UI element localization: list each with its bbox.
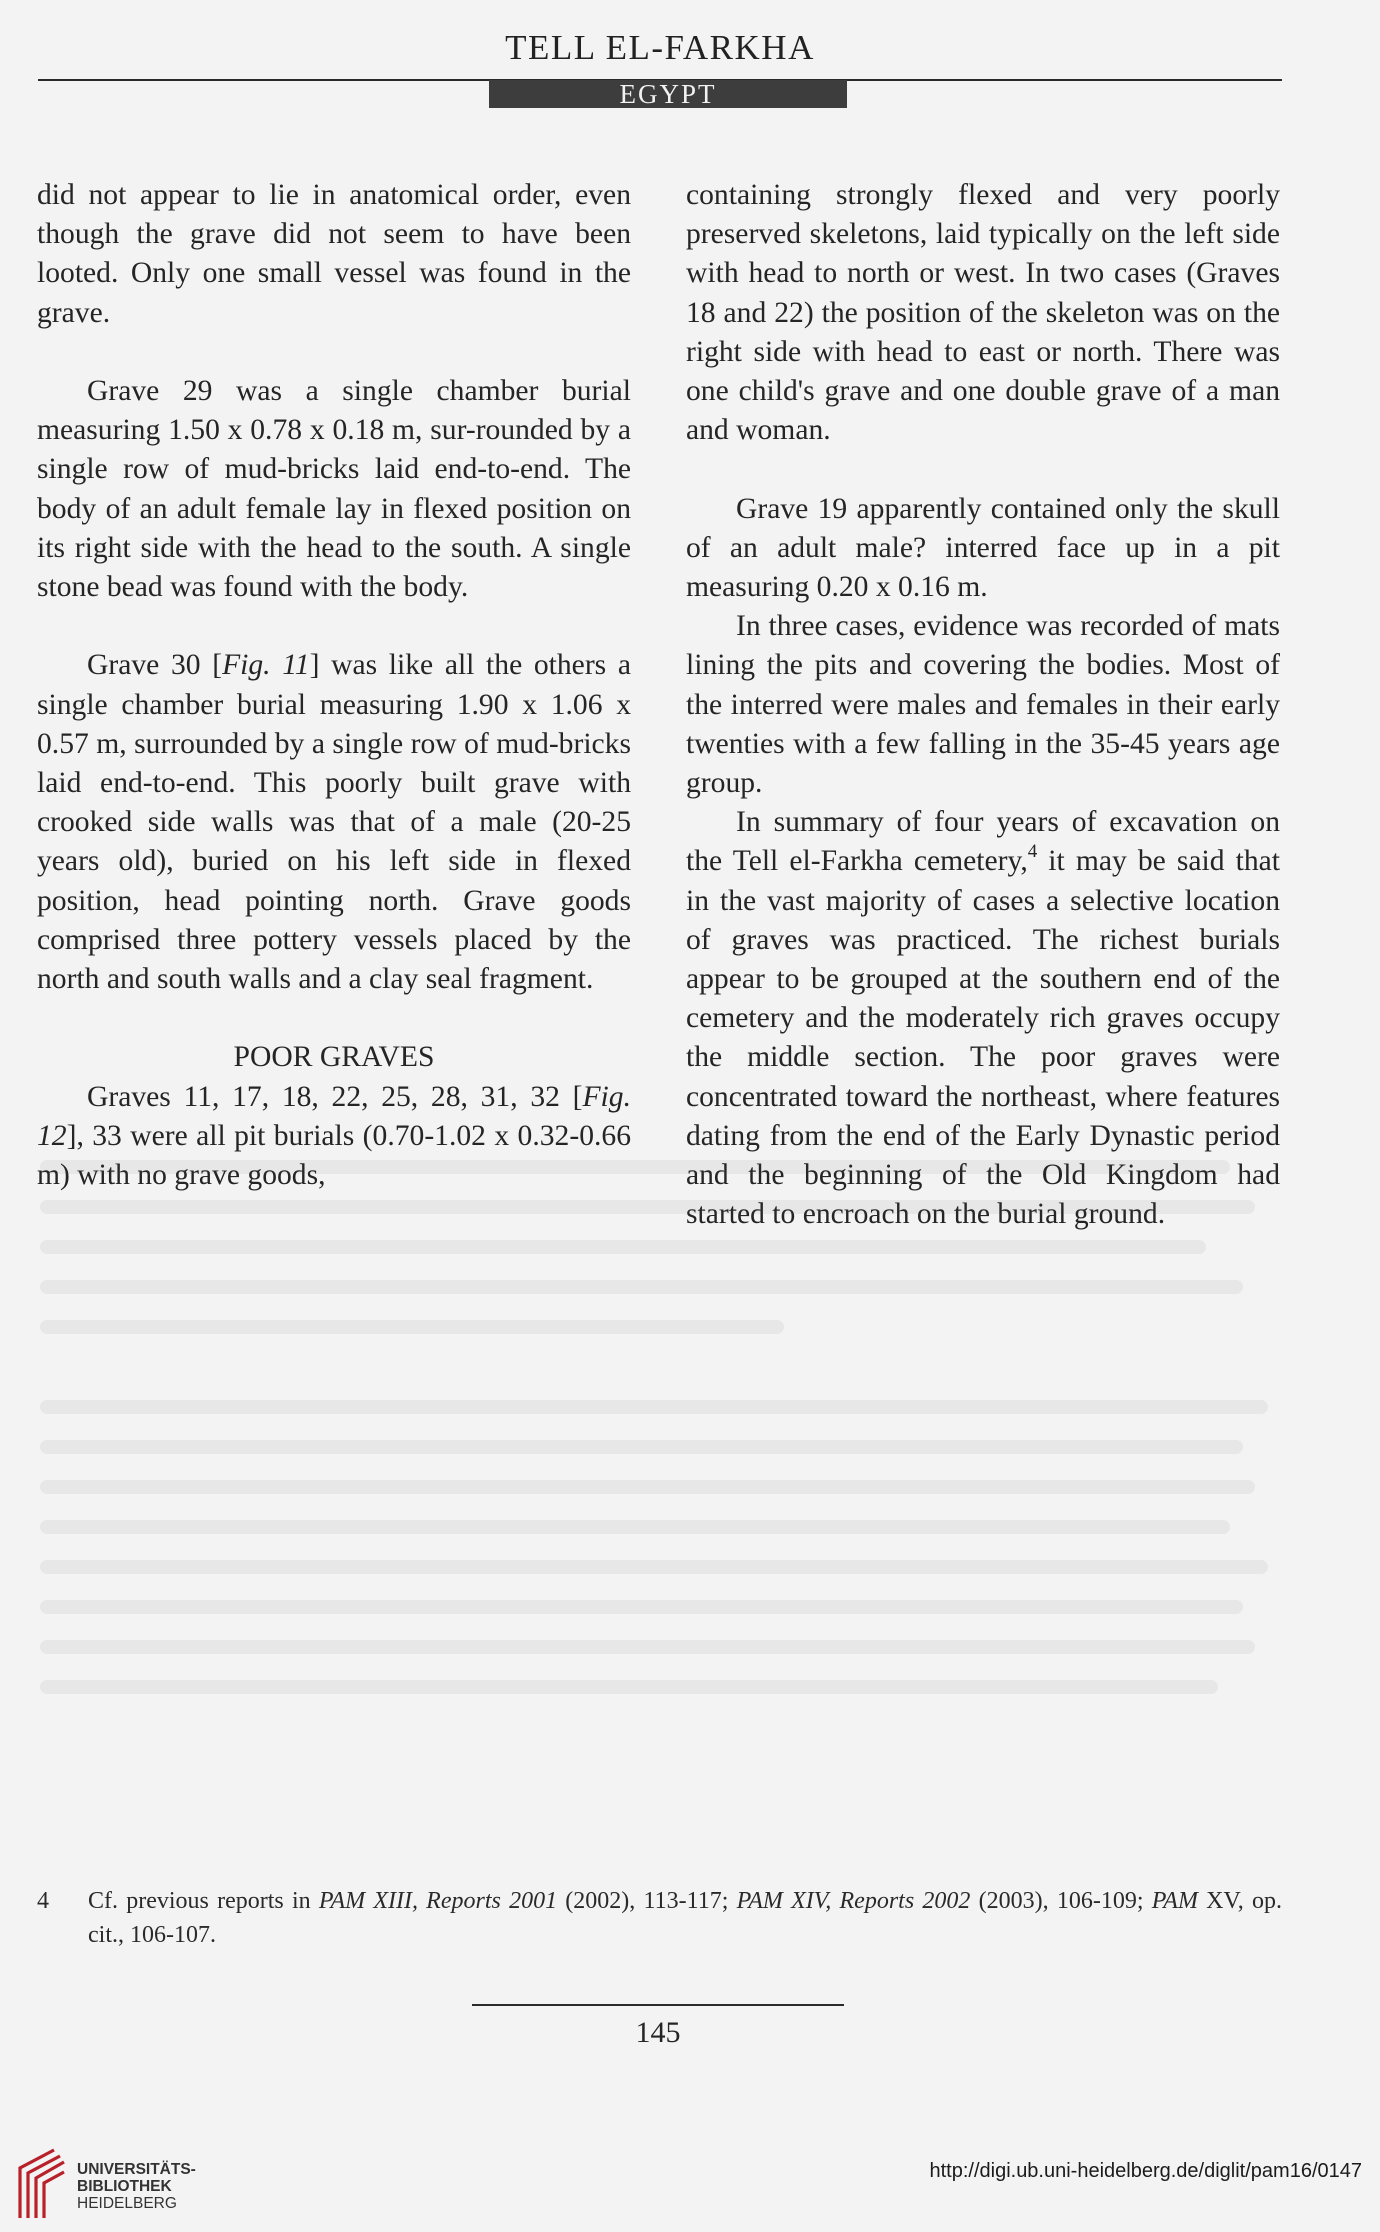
publication-title: PAM XIII, Reports 2001 <box>318 1888 558 1914</box>
bracket: [ <box>559 1080 583 1113</box>
footnote-run: XV, op. cit., 106-107. <box>88 1888 1282 1948</box>
figure-reference: Fig. 11 <box>222 649 310 682</box>
source-url[interactable]: http://digi.ub.uni-heidelberg.de/diglit/pam16/0147 <box>929 2160 1362 2182</box>
paragraph-text: apparently contained only the skull of an adult male? interred face up in a pit measuring 0.20 x 0.16 m. <box>686 492 1280 604</box>
country-label: EGYPT <box>489 80 847 108</box>
paragraph-text: ], 33 were all pit burials (0.70-1.02 x 0.32-0.66 m) with no grave goods, <box>37 1119 631 1192</box>
grave-heading: Grave 29 <box>87 375 213 407</box>
library-name <box>77 2161 196 2212</box>
footnote-text <box>88 1884 1282 1952</box>
grave-heading: Graves 11, 17, 18, 22, 25, 28, 31, 32 <box>87 1080 560 1113</box>
left-column <box>37 176 631 1195</box>
footnote-reference[interactable]: 4 <box>1027 841 1038 863</box>
footnote <box>37 1884 1282 1952</box>
publication-title: PAM XIV, Reports 2002 <box>736 1888 971 1914</box>
footnote-run: (2002), 113-117; <box>557 1888 737 1914</box>
paragraph-text: it may be said that in the vast majority of cases a selective location of graves was practiced. The richest burials appear to be grouped at the southern end of the cemetery and the moderately rich graves occupy the middle section. The poor graves were concentrated toward the northeast, where features dating from the end of the Early Dynastic period and the beginning of the Old Kingdom had started to encroach on the burial ground. <box>686 845 1280 1231</box>
grave-heading: Grave 30 <box>87 649 201 682</box>
paragraph-grave-19 <box>686 490 1280 608</box>
figure-reference: Fig. 12 <box>37 1080 631 1152</box>
footnote-number: 4 <box>37 1888 49 1914</box>
library-name-line: BIBLIOTHEK <box>77 2178 172 2195</box>
right-column <box>686 176 1280 1234</box>
footer-rule <box>472 2004 844 2006</box>
footnote-run: (2003), 106-109; <box>970 1888 1152 1914</box>
paragraph-text: ] was like all the others a single chamber burial measuring 1.90 x 1.06 x 0.57 m, surrounded by a single row of mud-bricks laid end-to-end. This poorly built grave with crooked side walls was that of a male (20-25 years old), buried on his left side in flexed position, head pointing north. Grave goods comprised three pottery vessels placed by the north and south walls and a clay seal fragment. <box>37 649 631 996</box>
paragraph-grave-30 <box>37 646 631 999</box>
paragraph: did not appear to lie in anatomical order, even though the grave did not seem to have been looted. Only one small vessel was found in the grave. <box>37 179 631 329</box>
paragraph: containing strongly flexed and very poorly preserved skeletons, laid typically on the left side with head to north or west. In two cases (Graves 18 and 22) the position of the skeleton was on the right side with head to east or north. There was one child's grave and one double grave of a man and woman. <box>686 179 1280 447</box>
publication-title: PAM <box>1151 1888 1198 1914</box>
paragraph-text: In summary of four years of excavation on the Tell el-Farkha cemetery, <box>686 806 1280 878</box>
library-name-line: UNIVERSITÄTS- <box>77 2161 196 2178</box>
paragraph-poor-graves <box>37 1078 631 1196</box>
grave-heading: Grave 19 <box>736 492 848 525</box>
footnote-run: Cf. previous reports in <box>88 1888 319 1914</box>
bracket: [ <box>200 649 223 682</box>
library-name-line: HEIDELBERG <box>77 2195 177 2212</box>
paragraph-grave-29 <box>37 372 631 607</box>
paragraph: In three cases, evidence was recorded of mats lining the pits and covering the bodies. Most of the interred were males and females in their early twenties with a few falling in the 35-45 years age group. <box>686 610 1280 800</box>
section-heading: POOR GRAVES <box>233 1041 435 1074</box>
paragraph-summary <box>686 803 1280 1234</box>
paragraph-text: was a single chamber burial measuring 1.50 x 0.78 x 0.18 m, sur-rounded by a single row of mud-bricks laid end-to-end. The body of an adult female lay in flexed position on its right side with the head to the south. A single stone bead was found with the body. <box>37 375 631 604</box>
running-title: TELL EL-FARKHA <box>505 28 815 67</box>
bleed-through-text <box>40 1160 1280 1760</box>
library-logo-icon <box>14 2146 66 2220</box>
page-number: 145 <box>635 2016 681 2049</box>
